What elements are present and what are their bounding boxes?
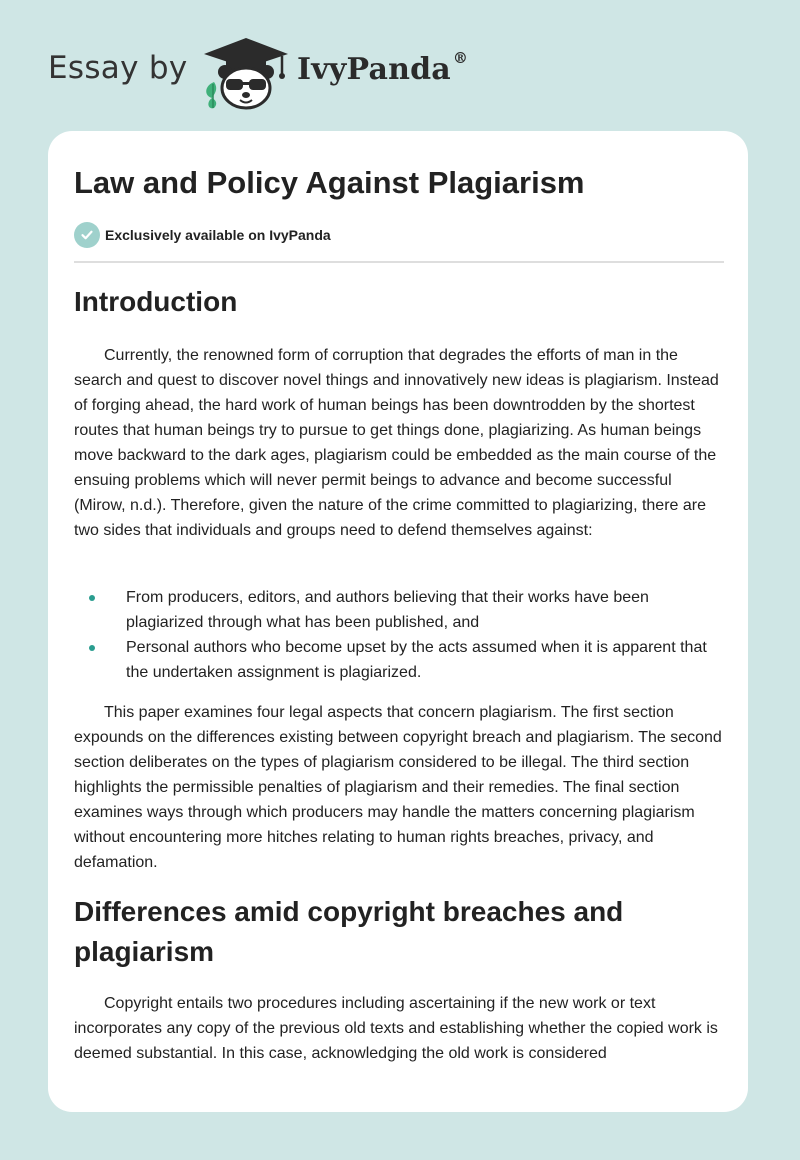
registered-mark: ® <box>452 49 469 67</box>
list-item <box>74 585 724 635</box>
essay-by-label: Essay by <box>48 50 188 86</box>
brand-text: IvyPanda <box>297 52 451 87</box>
check-circle-icon <box>74 222 100 248</box>
paragraph-intro-1: Currently, the renowned form of corruption that degrades the efforts of man in the search and quest to discover novel things and innovatively new ideas is plagiarism. Instead of forging ahead, the hard work of human beings has been downtrodden by the shortest routes that human beings try to pursue to get things done, plagiarizing. As human beings move backward to the dark ages, plagiarism could be embedded as the main course of the ensuing problems which will never permit beings to advance and become successful (Mirow, n.d.). Therefore, given the nature of the crime committed to plagiarizing, there are two sides that individuals and groups need to defend themselves against: <box>74 347 719 539</box>
page-title: Law and Policy Against Plagiarism <box>74 165 585 200</box>
intro-bullet-list <box>74 585 724 685</box>
bullet-dot-icon <box>89 645 95 651</box>
essay-card <box>48 131 748 1112</box>
section-heading-introduction: Introduction <box>74 286 238 317</box>
bullet-dot-icon <box>89 595 95 601</box>
section-heading-differences: Differences amid copyright breaches and plagiarism <box>74 896 624 967</box>
site-header <box>0 0 800 130</box>
paragraph-intro-2: This paper examines four legal aspects that concern plagiarism. The first section expounds on the differences existing between copyright breach and plagiarism. The second section deliberates on the types of plagiarism considered to be illegal. The third section highlights the permissible penalties of plagiarism and their remedies. The final section examines ways through which producers may handle the matters concerning plagiarism without encountering more hitches relating to human rights breaches, privacy, and defamation. <box>74 704 722 871</box>
exclusive-badge-label: Exclusively available on IvyPanda <box>105 227 331 243</box>
brand-name[interactable] <box>297 49 469 87</box>
list-item <box>74 635 724 685</box>
paragraph-differences-1: Copyright entails two procedures including ascertaining if the new work or text incorporates any copy of the previous old texts and establishing whether the copied work is deemed substantial. In this case, acknowledging the old work is considered <box>74 995 718 1062</box>
list-item-text: Personal authors who become upset by the acts assumed when it is apparent that the undertaken assignment is plagiarized. <box>126 639 707 681</box>
list-item-text: From producers, editors, and authors believing that their works have been plagiarized through what has been published, and <box>126 589 649 631</box>
panda-graduate-icon[interactable] <box>198 34 294 110</box>
title-divider <box>74 261 724 263</box>
exclusive-badge <box>74 222 331 248</box>
